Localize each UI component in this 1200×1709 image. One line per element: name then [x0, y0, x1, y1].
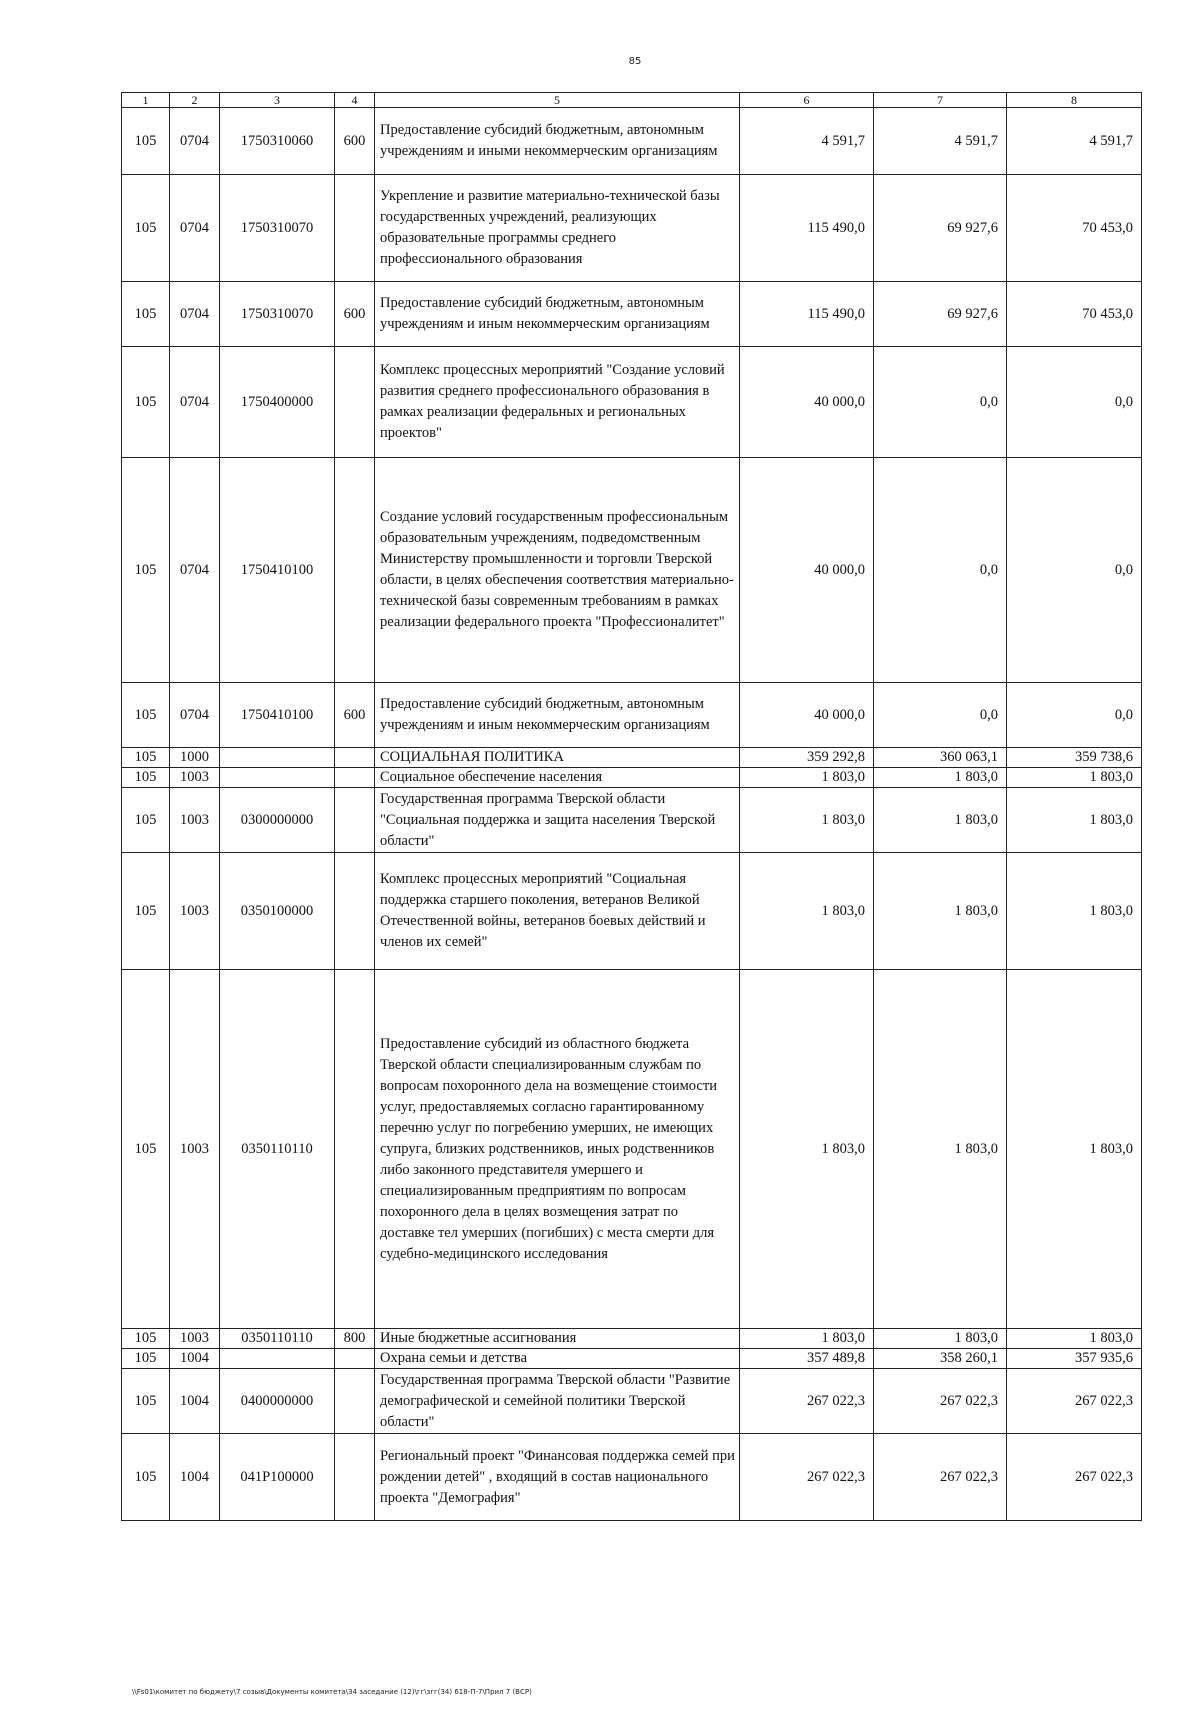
amount-year1-cell: 267 022,3	[740, 1369, 874, 1434]
column-number: 3	[220, 93, 335, 108]
column-number: 7	[874, 93, 1007, 108]
section-code-cell: 0704	[170, 108, 220, 175]
target-article-cell	[220, 1349, 335, 1369]
description-cell: Создание условий государственным профессиональным образовательным учреждениям, подведомственным Министерству промышленности и торговли Тверской области, в целях обеспечения соответствия материально-технической базы современным требованиям в рамках реализации федерального проекта "Профессионалитет"	[375, 458, 740, 683]
target-article-cell	[220, 748, 335, 768]
section-code-cell: 0704	[170, 282, 220, 347]
amount-year2-cell: 267 022,3	[874, 1369, 1007, 1434]
amount-year3-cell: 267 022,3	[1007, 1434, 1142, 1521]
target-article-cell: 1750410100	[220, 458, 335, 683]
page-number: 85	[628, 56, 642, 67]
table-row	[122, 1329, 1142, 1349]
table-row	[122, 683, 1142, 748]
description-cell: Укрепление и развитие материально-технической базы государственных учреждений, реализующих образовательные программы среднего профессионального образования	[375, 175, 740, 282]
section-code-cell: 1003	[170, 1329, 220, 1349]
section-code-cell: 1003	[170, 970, 220, 1329]
table-row	[122, 1434, 1142, 1521]
table-row	[122, 970, 1142, 1329]
amount-year3-cell: 0,0	[1007, 347, 1142, 458]
table-row	[122, 282, 1142, 347]
target-article-cell: 1750400000	[220, 347, 335, 458]
amount-year1-cell: 40 000,0	[740, 458, 874, 683]
description-cell: Региональный проект "Финансовая поддержка семей при рождении детей" , входящий в состав национального проекта "Демография"	[375, 1434, 740, 1521]
ministry-code-cell: 105	[122, 1434, 170, 1521]
amount-year2-cell: 358 260,1	[874, 1349, 1007, 1369]
amount-year2-cell: 0,0	[874, 458, 1007, 683]
description-cell: Социальное обеспечение населения	[375, 768, 740, 788]
expense-type-cell	[335, 768, 375, 788]
target-article-cell: 1750410100	[220, 683, 335, 748]
amount-year3-cell: 70 453,0	[1007, 282, 1142, 347]
amount-year2-cell: 4 591,7	[874, 108, 1007, 175]
description-cell: Государственная программа Тверской области "Развитие демографической и семейной политики Тверской области"	[375, 1369, 740, 1434]
column-number: 8	[1007, 93, 1142, 108]
section-code-cell: 1004	[170, 1434, 220, 1521]
description-cell: Предоставление субсидий бюджетным, автономным учреждениям и иным некоммерческим организациям	[375, 683, 740, 748]
amount-year2-cell: 69 927,6	[874, 282, 1007, 347]
amount-year2-cell: 1 803,0	[874, 1329, 1007, 1349]
description-cell: Иные бюджетные ассигнования	[375, 1329, 740, 1349]
section-code-cell: 0704	[170, 458, 220, 683]
ministry-code-cell: 105	[122, 1349, 170, 1369]
description-cell: Охрана семьи и детства	[375, 1349, 740, 1369]
ministry-code-cell: 105	[122, 175, 170, 282]
expense-type-cell	[335, 175, 375, 282]
amount-year1-cell: 359 292,8	[740, 748, 874, 768]
ministry-code-cell: 105	[122, 282, 170, 347]
amount-year3-cell: 1 803,0	[1007, 1329, 1142, 1349]
budget-table	[121, 92, 1142, 1521]
section-code-cell: 1000	[170, 748, 220, 768]
ministry-code-cell: 105	[122, 1369, 170, 1434]
target-article-cell: 0400000000	[220, 1369, 335, 1434]
description-cell: Государственная программа Тверской области "Социальная поддержка и защита населения Тверской области"	[375, 788, 740, 853]
expense-type-cell	[335, 347, 375, 458]
ministry-code-cell: 105	[122, 1329, 170, 1349]
table-row	[122, 1369, 1142, 1434]
amount-year3-cell: 359 738,6	[1007, 748, 1142, 768]
section-code-cell: 0704	[170, 683, 220, 748]
amount-year1-cell: 40 000,0	[740, 683, 874, 748]
section-code-cell: 1003	[170, 768, 220, 788]
ministry-code-cell: 105	[122, 108, 170, 175]
amount-year2-cell: 360 063,1	[874, 748, 1007, 768]
expense-type-cell: 800	[335, 1329, 375, 1349]
amount-year3-cell: 357 935,6	[1007, 1349, 1142, 1369]
expense-type-cell: 600	[335, 683, 375, 748]
section-code-cell: 1004	[170, 1369, 220, 1434]
expense-type-cell	[335, 970, 375, 1329]
amount-year1-cell: 115 490,0	[740, 282, 874, 347]
description-cell: Предоставление субсидий бюджетным, автономным учреждениям и иными некоммерческим организациям	[375, 108, 740, 175]
expense-type-cell: 600	[335, 108, 375, 175]
expense-type-cell	[335, 748, 375, 768]
expense-type-cell	[335, 788, 375, 853]
amount-year2-cell: 0,0	[874, 347, 1007, 458]
amount-year1-cell: 1 803,0	[740, 853, 874, 970]
table-row	[122, 1349, 1142, 1369]
amount-year2-cell: 0,0	[874, 683, 1007, 748]
amount-year1-cell: 115 490,0	[740, 175, 874, 282]
target-article-cell: 0350110110	[220, 1329, 335, 1349]
expense-type-cell	[335, 1369, 375, 1434]
target-article-cell: 1750310070	[220, 282, 335, 347]
amount-year2-cell: 1 803,0	[874, 970, 1007, 1329]
target-article-cell: 041P100000	[220, 1434, 335, 1521]
expense-type-cell	[335, 458, 375, 683]
section-code-cell: 1003	[170, 853, 220, 970]
column-number: 4	[335, 93, 375, 108]
ministry-code-cell: 105	[122, 853, 170, 970]
ministry-code-cell: 105	[122, 458, 170, 683]
table-row	[122, 748, 1142, 768]
column-number-row	[122, 93, 1142, 108]
column-number: 1	[122, 93, 170, 108]
column-number: 5	[375, 93, 740, 108]
ministry-code-cell: 105	[122, 788, 170, 853]
ministry-code-cell: 105	[122, 347, 170, 458]
target-article-cell: 0300000000	[220, 788, 335, 853]
description-cell: Предоставление субсидий бюджетным, автономным учреждениям и иным некоммерческим организациям	[375, 282, 740, 347]
description-cell: Комплекс процессных мероприятий "Создание условий развития среднего профессионального образования в рамках реализации федеральных и региональных проектов"	[375, 347, 740, 458]
table-row	[122, 768, 1142, 788]
table-row	[122, 108, 1142, 175]
ministry-code-cell: 105	[122, 970, 170, 1329]
amount-year3-cell: 1 803,0	[1007, 768, 1142, 788]
amount-year3-cell: 0,0	[1007, 458, 1142, 683]
section-code-cell: 0704	[170, 347, 220, 458]
expense-type-cell	[335, 1434, 375, 1521]
amount-year2-cell: 69 927,6	[874, 175, 1007, 282]
amount-year1-cell: 4 591,7	[740, 108, 874, 175]
table-row	[122, 458, 1142, 683]
table-row	[122, 853, 1142, 970]
description-cell: Предоставление субсидий из областного бюджета Тверской области специализированным службам по вопросам похоронного дела на возмещение стоимости услуг, предоставляемых согласно гарантированному перечню услуг по погребению умерших, не имеющих супруга, близких родственников, иных родственников либо законного представителя умершего и специализированным предприятиям по вопросам похоронного дела в целях возмещения затрат по доставке тел умерших (погибших) с места смерти для судебно-медицинского исследования	[375, 970, 740, 1329]
table-row	[122, 788, 1142, 853]
amount-year1-cell: 1 803,0	[740, 1329, 874, 1349]
target-article-cell: 0350100000	[220, 853, 335, 970]
ministry-code-cell: 105	[122, 748, 170, 768]
ministry-code-cell: 105	[122, 683, 170, 748]
amount-year1-cell: 40 000,0	[740, 347, 874, 458]
amount-year3-cell: 267 022,3	[1007, 1369, 1142, 1434]
amount-year2-cell: 1 803,0	[874, 768, 1007, 788]
amount-year3-cell: 70 453,0	[1007, 175, 1142, 282]
table-row	[122, 347, 1142, 458]
amount-year3-cell: 1 803,0	[1007, 970, 1142, 1329]
expense-type-cell	[335, 1349, 375, 1369]
amount-year1-cell: 1 803,0	[740, 970, 874, 1329]
amount-year3-cell: 4 591,7	[1007, 108, 1142, 175]
target-article-cell	[220, 768, 335, 788]
section-code-cell: 0704	[170, 175, 220, 282]
section-code-cell: 1004	[170, 1349, 220, 1369]
target-article-cell: 1750310070	[220, 175, 335, 282]
amount-year2-cell: 1 803,0	[874, 788, 1007, 853]
description-cell: Комплекс процессных мероприятий "Социальная поддержка старшего поколения, ветеранов Великой Отечественной войны, ветеранов боевых действий и членов их семей"	[375, 853, 740, 970]
amount-year1-cell: 1 803,0	[740, 768, 874, 788]
amount-year2-cell: 267 022,3	[874, 1434, 1007, 1521]
target-article-cell: 0350110110	[220, 970, 335, 1329]
target-article-cell: 1750310060	[220, 108, 335, 175]
amount-year1-cell: 267 022,3	[740, 1434, 874, 1521]
amount-year1-cell: 357 489,8	[740, 1349, 874, 1369]
file-path-footer: \\Fs01\комитет по бюджету\7 созыв\Документы комитета\34 заседание (12)\гг\згг(34) 618-П-7\Прил 7 (ВСР)	[132, 1688, 532, 1696]
column-number: 2	[170, 93, 220, 108]
table-row	[122, 175, 1142, 282]
expense-type-cell	[335, 853, 375, 970]
description-cell: СОЦИАЛЬНАЯ ПОЛИТИКА	[375, 748, 740, 768]
ministry-code-cell: 105	[122, 768, 170, 788]
amount-year3-cell: 1 803,0	[1007, 853, 1142, 970]
column-number: 6	[740, 93, 874, 108]
amount-year1-cell: 1 803,0	[740, 788, 874, 853]
amount-year3-cell: 1 803,0	[1007, 788, 1142, 853]
amount-year2-cell: 1 803,0	[874, 853, 1007, 970]
amount-year3-cell: 0,0	[1007, 683, 1142, 748]
expense-type-cell: 600	[335, 282, 375, 347]
section-code-cell: 1003	[170, 788, 220, 853]
